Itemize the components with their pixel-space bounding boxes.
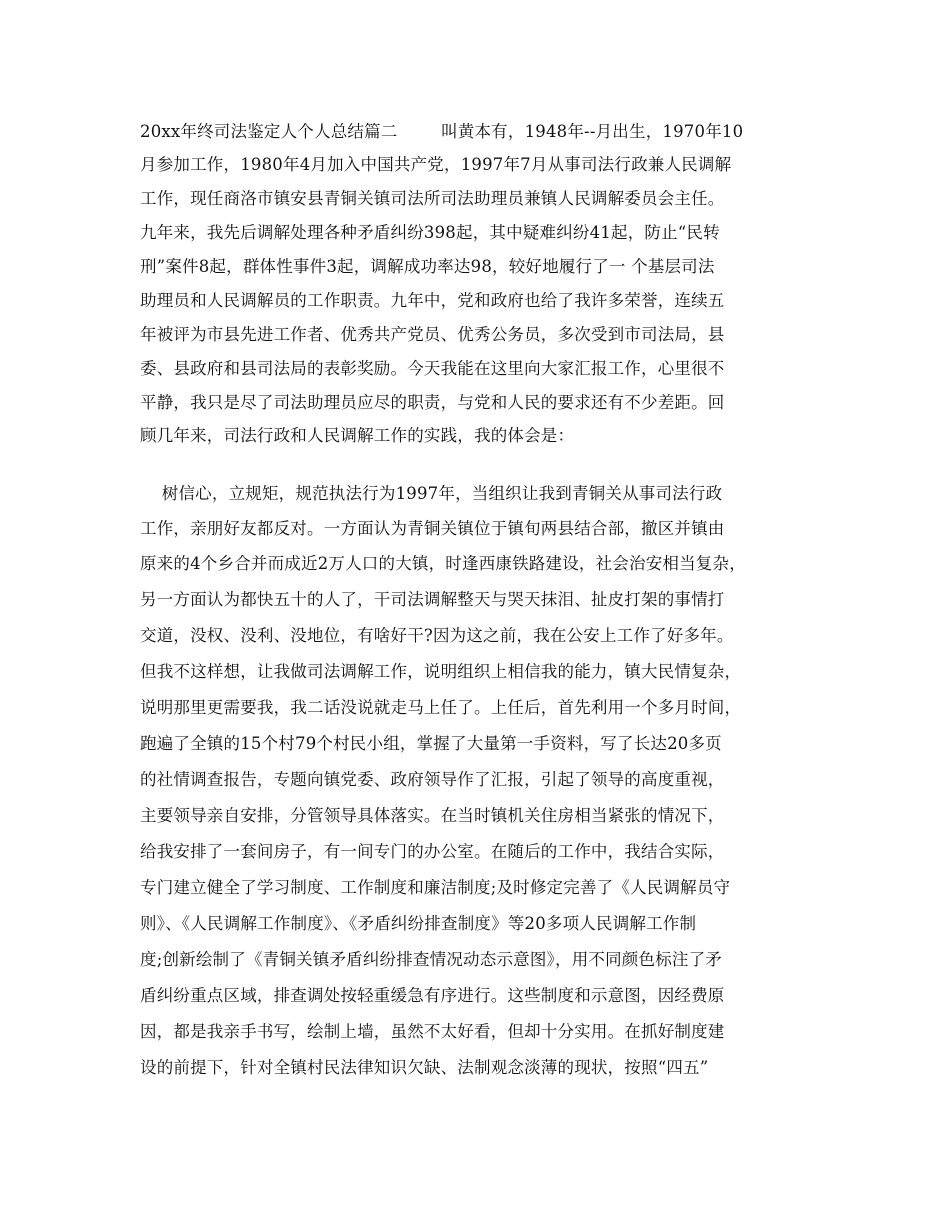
text-line: 平静，我只是尽了司法助理员应尽的职责，与党和人民的要求还有不少差距。回	[140, 393, 725, 412]
text-line: 盾纠纷重点区域，排查调处按轻重缓急有序进行。这些制度和示意图，因经费原	[140, 986, 725, 1005]
text-line: 专门建立健全了学习制度、工作制度和廉洁制度;及时修定完善了《人民调解员守	[140, 878, 731, 897]
text-line: 顾几年来，司法行政和人民调解工作的实践，我的体会是：	[140, 426, 575, 445]
text-line: 工作，亲朋好友都反对。一方面认为青铜关镇位于镇旬两县结合部，撤区并镇由	[140, 519, 725, 538]
text-line: 跑遍了全镇的15个村79个村民小组，掌握了大量第一手资料，写了长达20多页	[140, 734, 722, 753]
text-line: 但我不这样想，让我做司法调解工作，说明组织上相信我的能力，镇大民情复杂，	[140, 662, 742, 681]
text-line: 主要领导亲自安排，分管领导具体落实。在当时镇机关住房相当紧张的情况下，	[140, 806, 725, 825]
text-line: 则》、《人民调解工作制度》、《矛盾纠纷排查制度》等20多项人民调解工作制	[140, 914, 697, 933]
text-line: 20xx年终司法鉴定人个人总结篇二 叫黄本有，1948年--月出生，1970年10	[140, 122, 744, 141]
text-line: 助理员和人民调解员的工作职责。九年中，党和政府也给了我许多荣誉，连续五	[140, 291, 725, 310]
text-line: 说明那里更需要我，我二话没说就走马上任了。上任后，首先利用一个多月时间，	[140, 698, 742, 717]
text-line: 度;创新绘制了《青铜关镇矛盾纠纷排查情况动态示意图》，用不同颜色标注了矛	[140, 950, 723, 969]
text-line: 委、县政府和县司法局的表彰奖励。今天我能在这里向大家汇报工作，心里很不	[140, 359, 725, 378]
text-line: 给我安排了一套间房子，有一间专门的办公室。在随后的工作中，我结合实际，	[140, 842, 725, 861]
text-line: 年被评为市县先进工作者、优秀共产党员、优秀公务员，多次受到市司法局，县	[140, 325, 725, 344]
text-line: 原来的4个乡合并而成近2万人口的大镇，时逢西康铁路建设，社会治安相当复杂，	[140, 554, 746, 573]
text-line: 设的前提下，针对全镇村民法律知识欠缺、法制观念淡薄的现状，按照“四五”	[140, 1058, 709, 1077]
text-line: 树信心，立规矩，规范执法行为1997年，当组织让我到青铜关从事司法行政	[140, 484, 723, 503]
text-line: 刑”案件8起，群体性事件3起，调解成功率达98，较好地履行了一 个基层司法	[140, 257, 715, 276]
text-line: 月参加工作，1980年4月加入中国共产党，1997年7月从事司法行政兼人民调解	[140, 155, 732, 174]
text-line: 工作，现任商洛市镇安县青铜关镇司法所司法助理员兼镇人民调解委员会主任。	[140, 189, 725, 208]
text-line: 另一方面认为都快五十的人了，干司法调解整天与哭天抹泪、扯皮打架的事情打	[140, 590, 725, 609]
text-line: 九年来，我先后调解处理各种矛盾纠纷398起，其中疑难纠纷41起，防止“民转	[140, 223, 720, 242]
text-line: 的社情调查报告，专题向镇党委、政府领导作了汇报，引起了领导的高度重视，	[140, 770, 725, 789]
text-line: 交道，没权、没利、没地位，有啥好干?因为这之前，我在公安上工作了好多年。	[140, 626, 734, 645]
text-line: 因，都是我亲手书写，绘制上墙，虽然不太好看，但却十分实用。在抓好制度建	[140, 1022, 725, 1041]
